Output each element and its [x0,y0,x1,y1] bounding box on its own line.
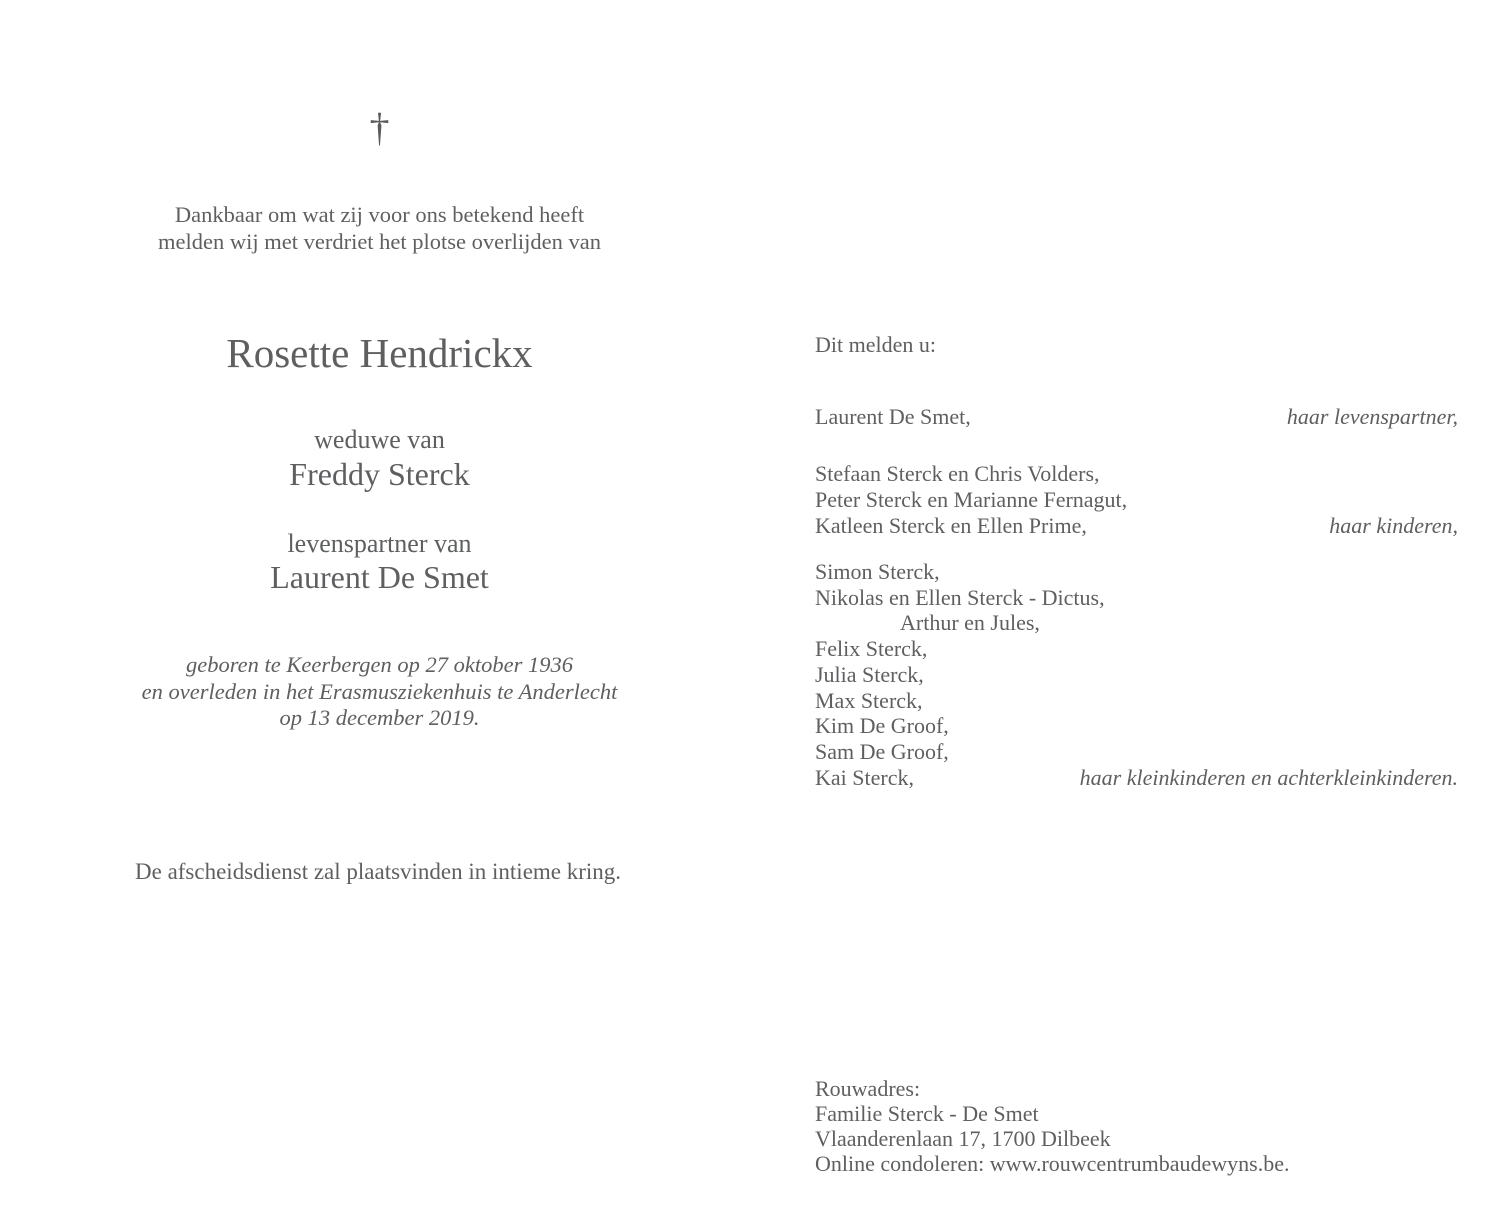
grandchild-line: Arthur en Jules, [900,610,1040,636]
widow-label: weduwe van [314,425,445,454]
birth-death-dates [99,652,660,732]
online-condolence-line: Online condoleren: www.rouwcentrumbaudewyns.be. [815,1151,1290,1176]
grandchild-line: Kai Sterck, [815,764,914,790]
grandchildren-list [815,559,1458,790]
intro-line-2: melden wij met verdriet het plotse overlijden van [158,229,601,254]
announcement-heading: Dit melden u: [815,332,936,357]
deceased-name: Rosette Hendrickx [226,330,533,376]
intro-line-1: Dankbaar om wat zij voor ons betekend heeft [174,202,585,227]
death-date-line: op 13 december 2019. [279,705,480,730]
partner-of-name: Laurent De Smet [270,559,489,595]
grandchildren-relation: haar kleinkinderen en achterkleinkinderen. [1079,764,1458,790]
birth-line: geboren te Keerbergen op 27 oktober 1936 [186,652,573,677]
widow-of-name: Freddy Sterck [289,456,470,492]
child-line: Stefaan Sterck en Chris Volders, [815,461,1100,486]
intro-text [99,201,660,255]
grandchild-line: Max Sterck, [815,687,923,713]
grandchild-line-with-relation [815,765,1458,791]
mourning-address [815,1076,1458,1176]
child-line: Katleen Sterck en Ellen Prime, [815,512,1087,538]
service-note: De afscheidsdienst zal plaatsvinden in intieme kring. [135,859,622,884]
grandchild-line: Nikolas en Ellen Sterck - Dictus, [815,584,1105,610]
mourning-address-street: Vlaanderenlaan 17, 1700 Dilbeek [815,1126,1111,1151]
cross-icon: † [369,105,390,150]
partner-relation: haar levenspartner, [1286,404,1458,429]
child-line: Peter Sterck en Marianne Fernagut, [815,486,1128,512]
partner-announcement-row [815,406,1458,428]
grandchild-line: Felix Sterck, [815,636,928,662]
child-line-with-relation [815,513,1458,539]
mourning-address-label: Rouwadres: [815,1076,921,1101]
partner-label: levenspartner van [287,529,472,558]
death-place-line: en overleden in het Erasmusziekenhuis te Anderlecht [141,678,618,704]
children-list [815,461,1458,538]
grandchild-line: Kim De Groof, [815,713,949,739]
mourning-address-family: Familie Sterck - De Smet [815,1101,1039,1126]
grandchild-line: Julia Sterck, [815,661,924,687]
grandchild-line: Sam De Groof, [815,738,949,764]
grandchild-line: Simon Sterck, [815,559,940,584]
partner-name: Laurent De Smet, [815,404,971,429]
children-relation: haar kinderen, [1329,512,1458,538]
